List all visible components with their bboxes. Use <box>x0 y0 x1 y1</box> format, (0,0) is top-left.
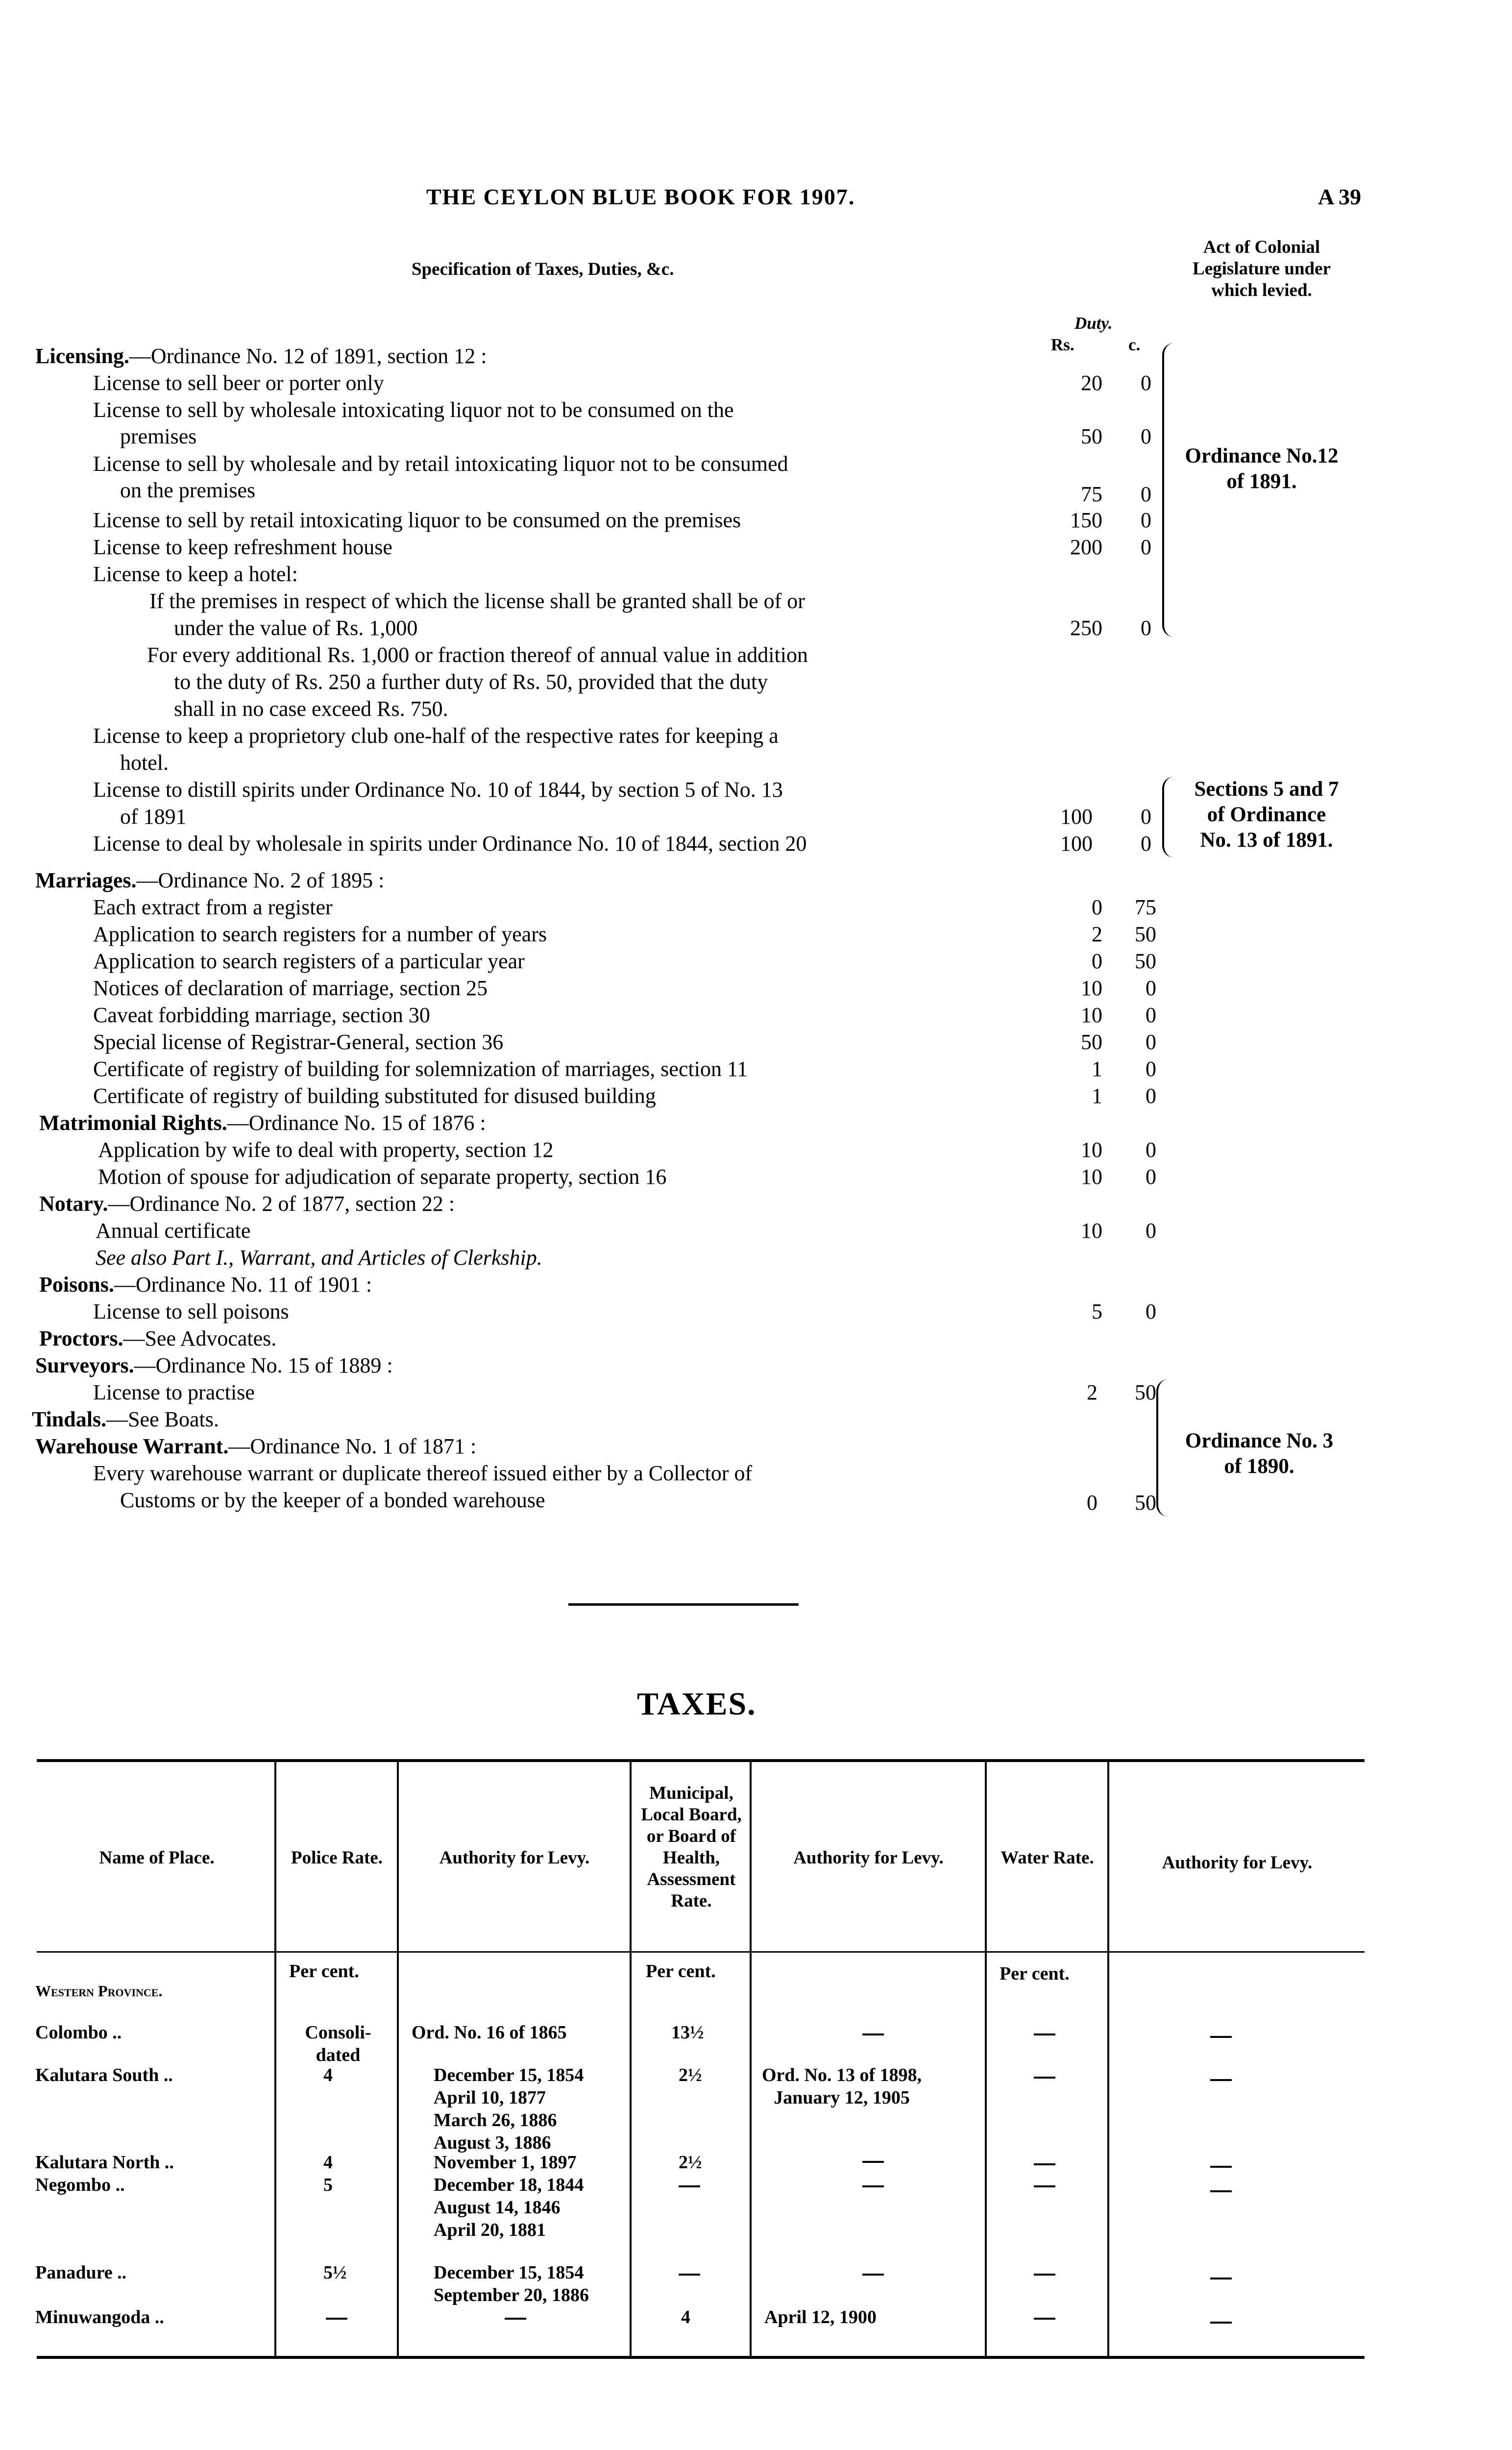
duty-rs: 100 <box>1060 805 1093 829</box>
col-divider <box>397 1762 399 2356</box>
duty-rs: 10 <box>1081 1138 1102 1162</box>
duty-rs: 50 <box>1081 424 1102 448</box>
duty-rs: 10 <box>1081 976 1102 1000</box>
list-item: Certificate of registry of building substituted for disused building <box>93 1084 656 1108</box>
list-item: Special license of Registrar-General, section 36 <box>93 1030 504 1054</box>
c-label: c. <box>1128 335 1141 354</box>
list-item: Application to search registers for a number of years <box>93 922 547 946</box>
act-sections-5-7: Sections 5 and 7 of Ordinance No. 13 of 1891. <box>1194 778 1339 852</box>
duty-rs: 200 <box>1070 535 1102 559</box>
duty-rs: 0 <box>1092 949 1102 973</box>
page-title: THE CEYLON BLUE BOOK FOR 1907. <box>426 184 855 209</box>
list-item: Annual certificate <box>96 1219 251 1243</box>
section-tindals: Tindals.—See Boats. <box>32 1407 219 1431</box>
duty-label: Duty. <box>1074 314 1113 333</box>
duty-rs: 10 <box>1081 1003 1102 1027</box>
empty-dash <box>1210 2190 1232 2192</box>
list-item: Motion of spouse for adjudication of separate property, section 16 <box>98 1165 667 1189</box>
duty-rs: 5 <box>1092 1299 1102 1323</box>
duty-c: 0 <box>1141 805 1151 829</box>
col-header-authority-1: Authority for Levy. <box>439 1848 590 1868</box>
list-item: License to keep refreshment house <box>93 535 392 559</box>
empty-dash <box>505 2318 526 2320</box>
section-surveyors: Surveyors.—Ordinance No. 15 of 1889 : <box>35 1353 393 1377</box>
duty-c: 0 <box>1146 1299 1156 1323</box>
empty-dash <box>679 2185 700 2187</box>
empty-dash <box>1210 2036 1232 2038</box>
table-top-rule <box>37 1759 1365 1762</box>
duty-c: 0 <box>1141 482 1151 506</box>
authority-1: December 15, 1854 September 20, 1886 <box>434 2262 589 2305</box>
list-item: For every additional Rs. 1,000 or fraction thereof of annual value in addition <box>147 643 808 667</box>
list-item-cont: to the duty of Rs. 250 a further duty of Rs. 50, provided that the duty <box>174 670 768 694</box>
list-item: Each extract from a register <box>93 895 333 919</box>
duty-c: 50 <box>1135 1380 1156 1404</box>
list-item-cont: of 1891 <box>120 805 187 829</box>
duty-rs: 10 <box>1081 1219 1102 1243</box>
municipal-rate: 2½ <box>679 2152 702 2173</box>
duty-c: 50 <box>1135 922 1156 946</box>
list-item: License to sell by retail intoxicating liquor to be consumed on the premises <box>93 508 741 532</box>
duty-c: 0 <box>1141 616 1151 640</box>
police-rate: Consoli- dated <box>305 2022 371 2065</box>
authority-1: December 18, 1844 August 14, 1846 April 20, 1881 <box>434 2175 584 2240</box>
empty-dash <box>1034 2163 1055 2165</box>
duty-rs: 20 <box>1081 371 1102 395</box>
unit-police: Per cent. <box>289 1961 359 1982</box>
col-header-name: Name of Place. <box>99 1848 215 1868</box>
list-item: License to distill spirits under Ordinance No. 10 of 1844, by section 5 of No. 13 <box>93 778 783 802</box>
section-proctors: Proctors.—See Advocates. <box>39 1326 277 1350</box>
municipal-rate: 2½ <box>679 2065 702 2085</box>
empty-dash <box>1034 2077 1055 2079</box>
duty-c: 0 <box>1146 976 1156 1000</box>
col-divider <box>630 1762 632 2356</box>
police-rate: 5½ <box>323 2262 347 2283</box>
col-header-police: Police Rate. <box>291 1848 383 1868</box>
list-item: Every warehouse warrant or duplicate thereof issued either by a Collector of <box>93 1461 753 1485</box>
section-notary: Notary.—Ordinance No. 2 of 1877, section 22 : <box>39 1192 455 1216</box>
empty-dash <box>1210 2079 1232 2081</box>
place-name: Colombo .. <box>35 2022 122 2043</box>
page-number: A 39 <box>1318 184 1362 209</box>
duty-c: 50 <box>1135 949 1156 973</box>
empty-dash <box>1034 2185 1055 2187</box>
act-ordinance-12-1891: Ordinance No.12 of 1891. <box>1185 444 1339 493</box>
duty-c: 0 <box>1141 535 1151 559</box>
list-item: If the premises in respect of which the license shall be granted shall be of or <box>149 589 805 613</box>
empty-dash <box>1034 2274 1055 2276</box>
duty-c: 0 <box>1141 424 1151 448</box>
authority-1: Ord. No. 16 of 1865 <box>412 2022 567 2043</box>
place-name: Kalutara North .. <box>35 2152 174 2173</box>
place-name: Panadure .. <box>35 2262 127 2283</box>
empty-dash <box>862 2161 884 2163</box>
duty-c: 0 <box>1146 1165 1156 1189</box>
table-header-rule <box>37 1951 1365 1953</box>
list-item: License to sell by wholesale and by retail intoxicating liquor not to be consumed <box>93 452 788 476</box>
duty-rs: 0 <box>1087 1491 1097 1515</box>
duty-rs: 0 <box>1092 895 1102 919</box>
list-item: Certificate of registry of building for solemnization of marriages, section 11 <box>93 1057 748 1081</box>
empty-dash <box>1034 2034 1055 2035</box>
duty-c: 0 <box>1141 371 1151 395</box>
place-name: Minuwangoda .. <box>35 2307 164 2328</box>
duty-rs: 2 <box>1092 922 1102 946</box>
municipal-rate: 4 <box>681 2307 690 2328</box>
list-item: License to sell poisons <box>93 1299 289 1323</box>
duty-rs: 1 <box>1092 1057 1102 1081</box>
list-item: License to sell beer or porter only <box>93 371 384 395</box>
list-item: License to keep a hotel: <box>93 562 298 586</box>
duty-c: 0 <box>1146 1138 1156 1162</box>
duty-rs: 50 <box>1081 1030 1102 1054</box>
list-item: License to keep a proprietory club one-half of the respective rates for keeping a <box>93 724 779 748</box>
col-header-authority-2: Authority for Levy. <box>793 1848 944 1868</box>
province-heading: Western Province. <box>35 1982 163 2000</box>
duty-c: 0 <box>1146 1030 1156 1054</box>
municipal-rate: 13½ <box>671 2022 704 2043</box>
list-item-cont: shall in no case exceed Rs. 750. <box>174 697 448 721</box>
police-rate: 4 <box>323 2065 333 2085</box>
place-name: Kalutara South .. <box>35 2065 173 2085</box>
authority-2: Ord. No. 13 of 1898, January 12, 1905 <box>762 2065 922 2108</box>
duty-c: 0 <box>1146 1084 1156 1108</box>
list-item-cont: on the premises <box>120 478 256 502</box>
list-item-cont: premises <box>120 424 197 448</box>
list-item-cont: under the value of Rs. 1,000 <box>174 616 418 640</box>
duty-rs: 150 <box>1070 508 1102 532</box>
list-item: Application to search registers of a particular year <box>93 949 525 973</box>
empty-dash <box>326 2318 347 2320</box>
empty-dash <box>862 2274 884 2276</box>
police-rate: 5 <box>323 2175 333 2195</box>
section-matrimonial-rights: Matrimonial Rights.—Ordinance No. 15 of 1876 : <box>39 1111 486 1135</box>
duty-c: 0 <box>1141 508 1151 532</box>
list-item: Notices of declaration of marriage, section 25 <box>93 976 488 1000</box>
col-divider <box>985 1762 987 2356</box>
section-marriages: Marriages.—Ordinance No. 2 of 1895 : <box>35 868 385 892</box>
duty-c: 75 <box>1135 895 1156 919</box>
taxes-title: TAXES. <box>637 1686 756 1722</box>
list-item: License to practise <box>93 1380 255 1404</box>
duty-rs: 100 <box>1060 832 1093 856</box>
list-item-cont: Customs or by the keeper of a bonded warehouse <box>120 1488 545 1512</box>
empty-dash <box>1210 2166 1232 2168</box>
duty-rs: 1 <box>1092 1084 1102 1108</box>
duty-rs: 10 <box>1081 1165 1102 1189</box>
empty-dash <box>862 2185 884 2187</box>
section-licensing: Licensing.—Ordinance No. 12 of 1891, section 12 : <box>35 344 487 368</box>
duty-c: 0 <box>1146 1003 1156 1027</box>
list-item: License to deal by wholesale in spirits under Ordinance No. 10 of 1844, section 20 <box>93 832 807 856</box>
authority-2: April 12, 1900 <box>764 2307 877 2328</box>
duty-c: 0 <box>1146 1219 1156 1243</box>
unit-municipal: Per cent. <box>646 1961 716 1982</box>
col-divider <box>1107 1762 1109 2356</box>
list-item: See also Part I., Warrant, and Articles of Clerkship. <box>96 1246 542 1270</box>
col-header-water: Water Rate. <box>1000 1848 1094 1868</box>
empty-dash <box>862 2034 884 2035</box>
empty-dash <box>1210 2322 1232 2324</box>
duty-rs: 75 <box>1081 482 1102 506</box>
empty-dash <box>679 2274 700 2276</box>
list-item: License to sell by wholesale intoxicating liquor not to be consumed on the <box>93 398 734 422</box>
unit-water: Per cent. <box>1000 1963 1070 1984</box>
list-item-cont: hotel. <box>120 751 169 775</box>
section-subtitle: Specification of Taxes, Duties, &c. <box>412 259 674 279</box>
section-warehouse-warrant: Warehouse Warrant.—Ordinance No. 1 of 1871 : <box>35 1434 477 1458</box>
rs-label: Rs. <box>1051 335 1074 354</box>
place-name: Negombo .. <box>35 2175 125 2195</box>
duty-c: 50 <box>1135 1491 1156 1515</box>
list-item: Caveat forbidding marriage, section 30 <box>93 1003 430 1027</box>
police-rate: 4 <box>323 2152 333 2173</box>
col-header-authority-3: Authority for Levy. <box>1162 1853 1313 1873</box>
duty-c: 0 <box>1141 832 1151 856</box>
section-divider <box>568 1603 799 1606</box>
empty-dash <box>1034 2318 1055 2320</box>
authority-1: November 1, 1897 <box>434 2152 577 2173</box>
col-divider <box>274 1762 276 2356</box>
list-item: Application by wife to deal with property, section 12 <box>98 1138 554 1162</box>
duty-c: 0 <box>1146 1057 1156 1081</box>
act-ordinance-3-1890: Ordinance No. 3 of 1890. <box>1185 1429 1334 1478</box>
section-poisons: Poisons.—Ordinance No. 11 of 1901 : <box>39 1273 372 1297</box>
table-bottom-rule <box>37 2356 1365 2359</box>
authority-1: December 15, 1854 April 10, 1877 March 26, 1886 August 3, 1886 <box>434 2065 584 2153</box>
duty-rs: 2 <box>1087 1380 1097 1404</box>
duty-rs: 250 <box>1070 616 1102 640</box>
empty-dash <box>1210 2278 1232 2279</box>
act-column-heading: Act of Colonial Legislature under which levied. <box>1193 237 1331 300</box>
col-header-municipal: Municipal, Local Board, or Board of Health, Assessment Rate. <box>641 1783 742 1911</box>
col-divider <box>750 1762 752 2356</box>
